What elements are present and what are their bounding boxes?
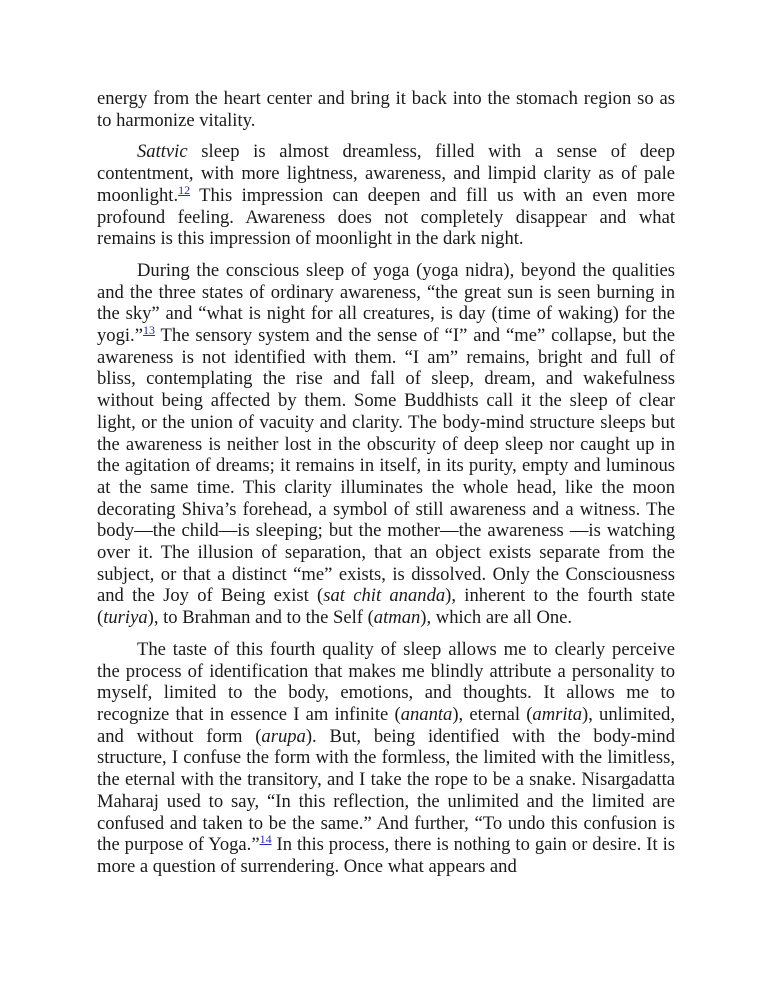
text-run: ), unlimited, and without form (: [97, 703, 675, 747]
italic-term: arupa: [261, 725, 306, 747]
body-paragraph: [97, 260, 675, 629]
body-paragraph: [97, 141, 675, 250]
italic-term: ananta: [400, 703, 453, 725]
text-run: ), which are all One.: [420, 607, 573, 629]
text-run: ), eternal (: [452, 703, 533, 725]
text-run: The sensory system and the sense of “I” and “me” collapse, but the awareness is not identified with them. “I am” remains, bright and full of bliss, contemplating the rise and fall of sleep, dream, and wakefulness without being affected by them. Some Buddhists call it the sleep of clear light, or the union of vacuity and clarity. The body-mind structure sleeps but the awareness is neither lost in the obscurity of deep sleep nor caught up in the agitation of dreams; it remains in itself, in its purity, empty and luminous at the same time. This clarity illuminates the whole head, like the moon decorating Shiva’s forehead, a symbol of still awareness and a witness. The body—the child—is sleeping; but the mother—the awareness —is watching over it. The illusion of separation, that an object exists separate from the subject, or that a distinct “me” exists, is dissolved. Only the Consciousness and the Joy of Being exist (: [97, 325, 675, 607]
footnote-link[interactable]: 14: [259, 832, 272, 847]
italic-term: Sattvic: [137, 141, 188, 163]
text-run: In this process, there is nothing to gain or desire. It is more a question of surrendering. Once what appears and: [97, 834, 675, 877]
footnote-link[interactable]: 13: [142, 322, 155, 337]
document-page: [97, 88, 675, 888]
footnote-link[interactable]: 12: [178, 182, 191, 197]
text-run: ), inherent to the fourth state (: [97, 585, 675, 629]
text-run: energy from the heart center and bring it back into the stomach region so as to harmonize vitality.: [97, 88, 675, 131]
text-run: This impression can deepen and fill us with an even more profound feeling. Awareness does not completely disappear and what remains is this impression of moonlight in the dark night.: [97, 184, 675, 250]
italic-term: sat chit ananda: [323, 585, 446, 607]
text-run: The taste of this fourth quality of sleep allows me to clearly perceive the process of identification that makes me blindly attribute a personality to myself, limited to the body, emotions, and thoughts. It allows me to recognize that in essence I am infinite (: [97, 638, 675, 725]
text-run: ). But, being identified with the body-mind structure, I confuse the form with the formless, the limited with the limitless, the eternal with the transitory, and I take the rope to be a snake. Nisargadatta Maharaj used to say, “In this reflection, the unlimited and the limited are confused and taken to be the same.” And further, “To undo this confusion is the purpose of Yoga.”: [97, 725, 675, 856]
body-paragraph: [97, 639, 675, 878]
italic-term: turiya: [103, 607, 148, 629]
text-run: During the conscious sleep of yoga (yoga nidra), beyond the qualities and the three states of ordinary awareness, “the great sun is seen burning in the sky” and “what is night for all creatures, is day (time of waking) for the yogi.”: [97, 259, 675, 347]
italic-term: atman: [373, 607, 421, 629]
italic-term: amrita: [532, 703, 582, 725]
body-paragraph: [97, 88, 675, 131]
text-run: ), to Brahman and to the Self (: [147, 607, 374, 629]
text-run: sleep is almost dreamless, filled with a sense of deep contentment, with more lightness, awareness, and limpid clarity as of pale moonlight.: [97, 141, 675, 206]
